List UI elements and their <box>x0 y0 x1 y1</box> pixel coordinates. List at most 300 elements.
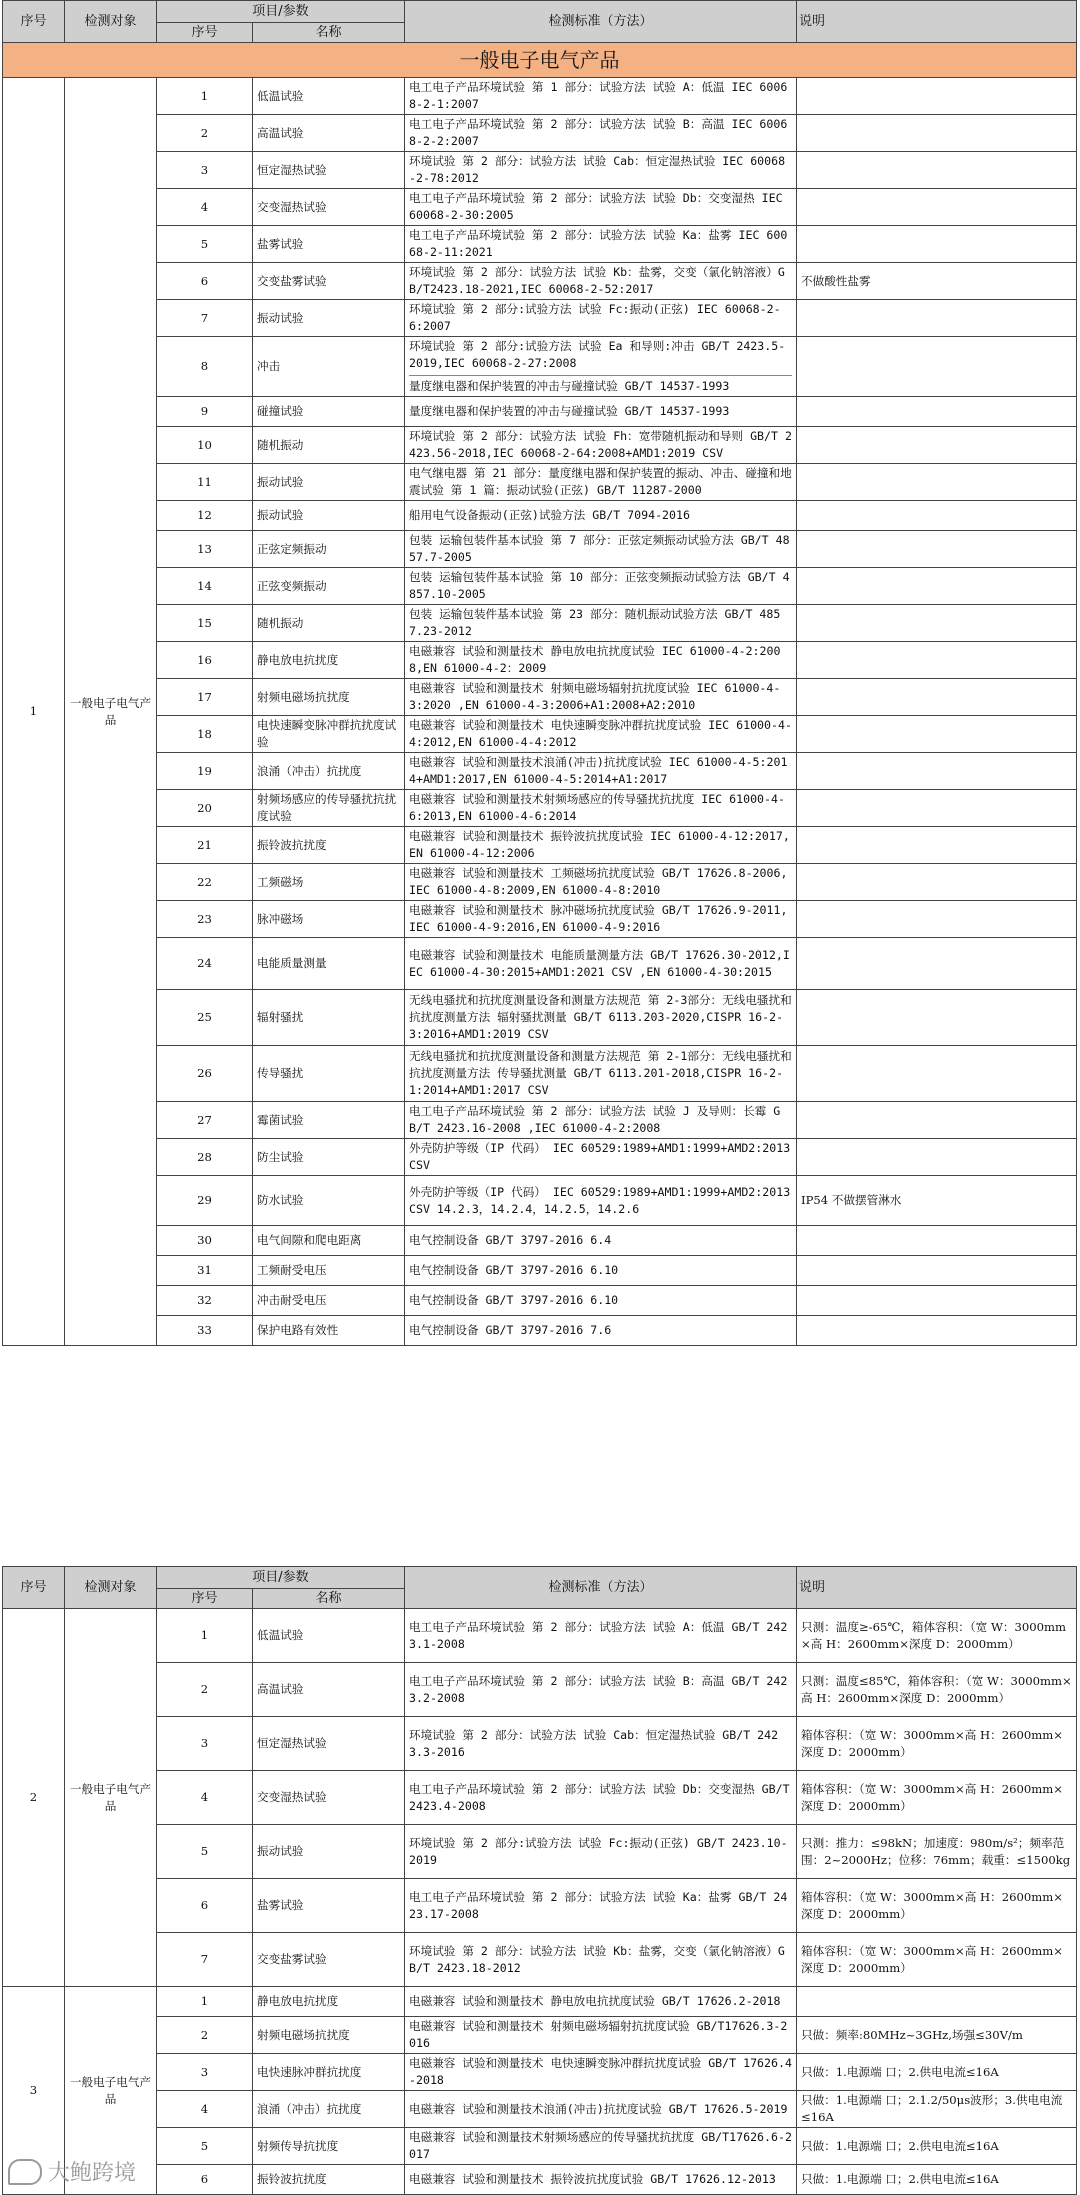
item-standard <box>405 1046 797 1102</box>
item-standard <box>405 753 797 790</box>
standard-text: 电磁兼容 试验和测量技术浪涌(冲击)抗扰度试验 IEC 61000-4-5:2014+AMD1:2017,EN 61000-4-5:2014+A1:2017 <box>409 755 788 786</box>
item-note <box>797 1102 1077 1139</box>
item-note <box>797 753 1077 790</box>
item-note <box>797 716 1077 753</box>
item-name: 盐雾试验 <box>253 226 405 263</box>
standard-text: 电工电子产品环境试验 第 2 部分：试验方法 试验 J 及导则：长霉 GB/T 2423.16-2008 ,IEC 61000-4-2:2008 <box>409 1104 781 1135</box>
item-no: 26 <box>157 1046 253 1102</box>
item-no: 16 <box>157 642 253 679</box>
item-standard <box>405 790 797 827</box>
item-no: 29 <box>157 1176 253 1226</box>
item-note: 箱体容积：（宽 W：3000mm×高 H：2600mm×深度 D：2000mm） <box>797 1717 1077 1771</box>
item-name: 低温试验 <box>253 78 405 115</box>
item-no: 2 <box>157 1663 253 1717</box>
item-note <box>797 189 1077 226</box>
item-name: 冲击耐受电压 <box>253 1286 405 1316</box>
table-row <box>3 1609 1077 1663</box>
table-row <box>3 226 1077 263</box>
item-note <box>797 1256 1077 1286</box>
item-name: 静电放电抗扰度 <box>253 1987 405 2017</box>
item-no: 32 <box>157 1286 253 1316</box>
item-no: 10 <box>157 427 253 464</box>
item-standard <box>405 642 797 679</box>
standard-text: 无线电骚扰和抗扰度测量设备和测量方法规范 第 2-1部分：无线电骚扰和抗扰度测量方法 传导骚扰测量 GB/T 6113.201-2018,CISPR 16-2-1:2014+AMD1:2017 CSV <box>409 1049 792 1097</box>
item-standard <box>405 189 797 226</box>
item-name: 防水试验 <box>253 1176 405 1226</box>
item-note <box>797 827 1077 864</box>
item-name: 高温试验 <box>253 115 405 152</box>
item-name: 随机振动 <box>253 427 405 464</box>
header-item-name: 名称 <box>253 1589 405 1609</box>
item-name: 工频磁场 <box>253 864 405 901</box>
standard-text: 环境试验 第 2 部分:试验方法 试验 Fc:振动(正弦) GB/T 2423.10-2019 <box>409 1835 788 1867</box>
item-standard <box>405 464 797 501</box>
table-row <box>3 864 1077 901</box>
item-standard <box>405 2128 797 2165</box>
item-note <box>797 864 1077 901</box>
item-no: 6 <box>157 2165 253 2195</box>
item-standard <box>405 938 797 990</box>
test-table-part-2 <box>2 1566 1077 2195</box>
item-standard <box>405 1139 797 1176</box>
table-row <box>3 531 1077 568</box>
item-note <box>797 464 1077 501</box>
standard-text: 环境试验 第 2 部分:试验方法 试验 Fc:振动(正弦) IEC 60068-2-6:2007 <box>409 302 781 333</box>
standard-text: 电磁兼容 试验和测量技术 射频电磁场辐射抗扰度试验 GB/T17626.3-2016 <box>409 2019 788 2050</box>
standard-text: 电气控制设备 GB/T 3797-2016 6.4 <box>409 1233 612 1247</box>
standard-text: 电工电子产品环境试验 第 2 部分：试验方法 试验 A：低温 GB/T 2423.1-2008 <box>409 1619 788 1651</box>
header-standard: 检测标准（方法） <box>405 1567 797 1609</box>
item-note: 只测：推力：≤98kN；加速度：980m/s²；频率范围：2~2000Hz；位移：76mm；载重：≤1500kg <box>797 1825 1077 1879</box>
watermark-text: 大鲍跨境 <box>48 2161 137 2186</box>
standard-text-secondary: 量度继电器和保护装置的冲击与碰撞试验 GB/T 14537-1993 <box>409 375 792 395</box>
item-no: 24 <box>157 938 253 990</box>
item-note <box>797 990 1077 1046</box>
item-name: 恒定湿热试验 <box>253 152 405 189</box>
item-name: 防尘试验 <box>253 1139 405 1176</box>
table-row <box>3 1717 1077 1771</box>
header-note: 说明 <box>797 1 1077 43</box>
table-row <box>3 1139 1077 1176</box>
item-note <box>797 1139 1077 1176</box>
standard-text: 电工电子产品环境试验 第 2 部分：试验方法 试验 Db：交变湿热 GB/T 2423.4-2008 <box>409 1781 790 1813</box>
header-item-seq: 序号 <box>157 1589 253 1609</box>
test-table-part-1 <box>2 0 1077 1346</box>
item-no: 9 <box>157 397 253 427</box>
item-no: 12 <box>157 501 253 531</box>
item-no: 4 <box>157 2091 253 2128</box>
item-note <box>797 300 1077 337</box>
item-standard <box>405 263 797 300</box>
table-row <box>3 938 1077 990</box>
item-note: IP54 不做摆管淋水 <box>797 1176 1077 1226</box>
item-note: 箱体容积：（宽 W：3000mm×高 H：2600mm×深度 D：2000mm） <box>797 1879 1077 1933</box>
item-standard <box>405 901 797 938</box>
item-name: 霉菌试验 <box>253 1102 405 1139</box>
item-name: 正弦变频振动 <box>253 568 405 605</box>
item-note <box>797 605 1077 642</box>
table-row <box>3 152 1077 189</box>
item-no: 3 <box>157 2054 253 2091</box>
item-no: 15 <box>157 605 253 642</box>
item-note <box>797 501 1077 531</box>
standard-text: 环境试验 第 2 部分:试验方法 试验 Ea 和导则:冲击 GB/T 2423.5-2019,IEC 60068-2-27:2008 <box>409 339 786 370</box>
item-standard <box>405 1226 797 1256</box>
item-standard <box>405 115 797 152</box>
item-note <box>797 226 1077 263</box>
item-no: 1 <box>157 78 253 115</box>
item-no: 4 <box>157 189 253 226</box>
table-row <box>3 2017 1077 2054</box>
item-name: 碰撞试验 <box>253 397 405 427</box>
item-note <box>797 531 1077 568</box>
item-standard <box>405 78 797 115</box>
table-row <box>3 1316 1077 1346</box>
item-name: 随机振动 <box>253 605 405 642</box>
standard-text: 电磁兼容 试验和测量技术 静电放电抗扰度试验 IEC 61000-4-2:2008,EN 61000-4-2：2009 <box>409 644 781 675</box>
item-name: 电快速脉冲群抗扰度 <box>253 2054 405 2091</box>
header-standard: 检测标准（方法） <box>405 1 797 43</box>
item-standard <box>405 2165 797 2195</box>
item-standard <box>405 1987 797 2017</box>
item-note <box>797 679 1077 716</box>
table-row <box>3 605 1077 642</box>
table-row <box>3 2128 1077 2165</box>
group-seq: 1 <box>3 78 65 1346</box>
item-standard <box>405 864 797 901</box>
standard-text: 电磁兼容 试验和测量技术 电快速瞬变脉冲群抗扰度试验 IEC 61000-4-4:2012,EN 61000-4-4:2012 <box>409 718 792 749</box>
standard-text: 电工电子产品环境试验 第 2 部分：试验方法 试验 B：高温 GB/T 2423.2-2008 <box>409 1673 788 1705</box>
table-row <box>3 790 1077 827</box>
standard-text: 电工电子产品环境试验 第 1 部分：试验方法 试验 A：低温 IEC 60068-2-1:2007 <box>409 80 788 111</box>
item-note <box>797 397 1077 427</box>
table-row <box>3 2054 1077 2091</box>
table-row <box>3 642 1077 679</box>
standard-text: 无线电骚扰和抗扰度测量设备和测量方法规范 第 2-3部分：无线电骚扰和抗扰度测量方法 辐射骚扰测量 GB/T 6113.203-2020,CISPR 16-2-3:2016+AMD1:2019 CSV <box>409 993 792 1041</box>
item-no: 2 <box>157 2017 253 2054</box>
chat-bubble-icon <box>8 2159 42 2185</box>
item-no: 33 <box>157 1316 253 1346</box>
standard-text: 包装 运输包装件基本试验 第 7 部分：正弦定频振动试验方法 GB/T 4857.7-2005 <box>409 533 790 564</box>
item-note: 只做：1.电源端 口；2.供电电流≤16A <box>797 2128 1077 2165</box>
table-row <box>3 2165 1077 2195</box>
item-standard <box>405 990 797 1046</box>
item-no: 6 <box>157 1879 253 1933</box>
item-standard <box>405 1717 797 1771</box>
table-row <box>3 1286 1077 1316</box>
standard-text: 包装 运输包装件基本试验 第 23 部分：随机振动试验方法 GB/T 4857.23-2012 <box>409 607 781 638</box>
standard-text: 环境试验 第 2 部分：试验方法 试验 Fh：宽带随机振动和导则 GB/T 2423.56-2018,IEC 60068-2-64:2008+AMD1:2019 CSV <box>409 429 792 460</box>
item-standard <box>405 337 797 397</box>
item-no: 7 <box>157 300 253 337</box>
table-row <box>3 427 1077 464</box>
header-item-param: 项目/参数 <box>157 1 405 23</box>
standard-text: 外壳防护等级（IP 代码） IEC 60529:1989+AMD1:1999+AMD2:2013 CSV 14.2.3，14.2.4，14.2.5，14.2.6 <box>409 1184 791 1216</box>
item-standard <box>405 679 797 716</box>
item-note <box>797 1226 1077 1256</box>
item-name: 高温试验 <box>253 1663 405 1717</box>
item-no: 25 <box>157 990 253 1046</box>
section-title: 一般电子电气产品 <box>3 43 1077 78</box>
item-note <box>797 337 1077 397</box>
item-no: 5 <box>157 226 253 263</box>
item-no: 30 <box>157 1226 253 1256</box>
item-name: 电能质量测量 <box>253 938 405 990</box>
table-row <box>3 115 1077 152</box>
item-standard <box>405 827 797 864</box>
item-no: 3 <box>157 152 253 189</box>
table-row <box>3 1226 1077 1256</box>
table-row <box>3 1256 1077 1286</box>
item-standard <box>405 226 797 263</box>
standard-text: 外壳防护等级（IP 代码） IEC 60529:1989+AMD1:1999+AMD2:2013 CSV <box>409 1141 791 1172</box>
item-standard <box>405 152 797 189</box>
item-name: 交变盐雾试验 <box>253 263 405 300</box>
item-name: 冲击 <box>253 337 405 397</box>
table-row <box>3 1987 1077 2017</box>
item-no: 5 <box>157 1825 253 1879</box>
item-note: 只做：1.电源端 口；2.1.2/50μs波形；3.供电电流≤16A <box>797 2091 1077 2128</box>
standard-text: 电工电子产品环境试验 第 2 部分：试验方法 试验 Ka：盐雾 IEC 60068-2-11:2021 <box>409 228 788 259</box>
item-name: 工频耐受电压 <box>253 1256 405 1286</box>
item-note <box>797 901 1077 938</box>
item-no: 11 <box>157 464 253 501</box>
standard-text: 电磁兼容 试验和测量技术 脉冲磁场抗扰度试验 GB/T 17626.9-2011,IEC 61000-4-9:2016,EN 61000-4-9:2016 <box>409 903 788 934</box>
item-no: 7 <box>157 1933 253 1987</box>
table-row <box>3 1176 1077 1226</box>
item-note <box>797 1316 1077 1346</box>
standard-text: 电磁兼容 试验和测量技术 静电放电抗扰度试验 GB/T 17626.2-2018 <box>409 1994 781 2008</box>
item-note <box>797 1286 1077 1316</box>
item-name: 静电放电抗扰度 <box>253 642 405 679</box>
standard-text: 电磁兼容 试验和测量技术射频场感应的传导骚扰抗扰度 IEC 61000-4-6:2013,EN 61000-4-6:2014 <box>409 792 785 823</box>
item-name: 振动试验 <box>253 501 405 531</box>
item-name: 辐射骚扰 <box>253 990 405 1046</box>
item-standard <box>405 1286 797 1316</box>
standard-text: 电磁兼容 试验和测量技术 工频磁场抗扰度试验 GB/T 17626.8-2006,IEC 61000-4-8:2009,EN 61000-4-8:2010 <box>409 866 788 897</box>
item-note <box>797 568 1077 605</box>
item-name: 保护电路有效性 <box>253 1316 405 1346</box>
item-note <box>797 790 1077 827</box>
standard-text: 环境试验 第 2 部分：试验方法 试验 Cab：恒定湿热试验 IEC 60068-2-78:2012 <box>409 154 786 185</box>
item-no: 1 <box>157 1987 253 2017</box>
table-row <box>3 78 1077 115</box>
item-no: 3 <box>157 1717 253 1771</box>
item-standard <box>405 1825 797 1879</box>
item-note <box>797 938 1077 990</box>
item-note: 不做酸性盐雾 <box>797 263 1077 300</box>
item-standard <box>405 716 797 753</box>
standard-text: 电气继电器 第 21 部分：量度继电器和保护装置的振动、冲击、碰撞和地震试验 第 1 篇：振动试验(正弦) GB/T 11287-2000 <box>409 466 792 497</box>
item-name: 浪涌（冲击）抗扰度 <box>253 2091 405 2128</box>
item-no: 19 <box>157 753 253 790</box>
item-no: 28 <box>157 1139 253 1176</box>
item-standard <box>405 1256 797 1286</box>
item-name: 浪涌（冲击）抗扰度 <box>253 753 405 790</box>
standard-text: 电气控制设备 GB/T 3797-2016 6.10 <box>409 1293 619 1307</box>
table-row <box>3 901 1077 938</box>
standard-text: 船用电气设备振动(正弦)试验方法 GB/T 7094-2016 <box>409 508 690 522</box>
item-name: 交变湿热试验 <box>253 1771 405 1825</box>
group-object: 一般电子电气产品 <box>65 1609 157 1987</box>
item-name: 盐雾试验 <box>253 1879 405 1933</box>
item-no: 27 <box>157 1102 253 1139</box>
header-item-param: 项目/参数 <box>157 1567 405 1589</box>
item-standard <box>405 1771 797 1825</box>
table-row <box>3 464 1077 501</box>
item-standard <box>405 2091 797 2128</box>
item-standard <box>405 1176 797 1226</box>
item-no: 1 <box>157 1609 253 1663</box>
item-name: 射频电磁场抗扰度 <box>253 2017 405 2054</box>
item-no: 18 <box>157 716 253 753</box>
table-row <box>3 337 1077 397</box>
item-no: 31 <box>157 1256 253 1286</box>
table-row <box>3 827 1077 864</box>
standard-text: 环境试验 第 2 部分：试验方法 试验 Kb：盐雾，交变（氯化钠溶液）GB/T2423.18-2021,IEC 60068-2-52:2017 <box>409 265 785 296</box>
header-item-name: 名称 <box>253 23 405 43</box>
standard-text: 电磁兼容 试验和测量技术 电快速瞬变脉冲群抗扰度试验 GB/T 17626.4-2018 <box>409 2056 792 2087</box>
item-note <box>797 78 1077 115</box>
standard-text: 环境试验 第 2 部分：试验方法 试验 Kb：盐雾，交变（氯化钠溶液）GB/T 2423.18-2012 <box>409 1943 785 1975</box>
standard-text: 环境试验 第 2 部分：试验方法 试验 Cab：恒定湿热试验 GB/T 2423.3-2016 <box>409 1727 779 1759</box>
item-name: 恒定湿热试验 <box>253 1717 405 1771</box>
standard-text: 包装 运输包装件基本试验 第 10 部分：正弦变频振动试验方法 GB/T 4857.10-2005 <box>409 570 790 601</box>
standard-text: 电磁兼容 试验和测量技术射频场感应的传导骚扰抗扰度 GB/T17626.6-2017 <box>409 2130 792 2161</box>
item-note <box>797 152 1077 189</box>
table-row <box>3 1663 1077 1717</box>
item-standard <box>405 427 797 464</box>
item-standard <box>405 1316 797 1346</box>
group-object: 一般电子电气产品 <box>65 1987 157 2195</box>
table-row <box>3 716 1077 753</box>
item-name: 振动试验 <box>253 1825 405 1879</box>
item-name: 电快速瞬变脉冲群抗扰度试验 <box>253 716 405 753</box>
item-no: 20 <box>157 790 253 827</box>
item-note: 只做：1.电源端 口；2.供电电流≤16A <box>797 2165 1077 2195</box>
item-name: 射频电磁场抗扰度 <box>253 679 405 716</box>
item-name: 射频传导抗扰度 <box>253 2128 405 2165</box>
item-note <box>797 1987 1077 2017</box>
item-standard <box>405 531 797 568</box>
item-no: 2 <box>157 115 253 152</box>
standard-text: 电磁兼容 试验和测量技术 电能质量测量方法 GB/T 17626.30-2012,IEC 61000-4-30:2015+AMD1:2021 CSV ,EN 61000-4-30:2015 <box>409 947 790 979</box>
item-no: 13 <box>157 531 253 568</box>
standard-text: 电气控制设备 GB/T 3797-2016 7.6 <box>409 1323 612 1337</box>
group-object: 一般电子电气产品 <box>65 78 157 1346</box>
standard-text: 电工电子产品环境试验 第 2 部分：试验方法 试验 Ka：盐雾 GB/T 2423.17-2008 <box>409 1889 788 1921</box>
standard-text: 电磁兼容 试验和测量技术浪涌(冲击)抗扰度试验 GB/T 17626.5-2019 <box>409 2101 788 2116</box>
item-no: 17 <box>157 679 253 716</box>
table-row <box>3 263 1077 300</box>
group-seq: 3 <box>3 1987 65 2195</box>
item-no: 5 <box>157 2128 253 2165</box>
table-row <box>3 1879 1077 1933</box>
table-row <box>3 1825 1077 1879</box>
item-standard <box>405 397 797 427</box>
standard-text: 电工电子产品环境试验 第 2 部分：试验方法 试验 B：高温 IEC 60068-2-2:2007 <box>409 117 788 148</box>
header-seq: 序号 <box>3 1567 65 1609</box>
item-standard <box>405 1933 797 1987</box>
group-seq: 2 <box>3 1609 65 1987</box>
table-row <box>3 189 1077 226</box>
watermark <box>8 2156 136 2187</box>
header-object: 检测对象 <box>65 1567 157 1609</box>
item-standard <box>405 2017 797 2054</box>
standard-text: 电工电子产品环境试验 第 2 部分：试验方法 试验 Db：交变湿热 IEC 60068-2-30:2005 <box>409 191 783 222</box>
item-no: 21 <box>157 827 253 864</box>
item-standard <box>405 1609 797 1663</box>
item-note: 只做：1.电源端 口；2.供电电流≤16A <box>797 2054 1077 2091</box>
item-note <box>797 1046 1077 1102</box>
standard-text: 电磁兼容 试验和测量技术 振铃波抗扰度试验 GB/T 17626.12-2013 <box>409 2172 776 2186</box>
item-no: 8 <box>157 337 253 397</box>
standard-text: 电磁兼容 试验和测量技术 射频电磁场辐射抗扰度试验 IEC 61000-4-3:2020 ,EN 61000-4-3:2006+A1:2008+A2:2010 <box>409 681 781 712</box>
item-standard <box>405 1879 797 1933</box>
table-row <box>3 1046 1077 1102</box>
item-name: 振铃波抗扰度 <box>253 827 405 864</box>
header-seq: 序号 <box>3 1 65 43</box>
header-object: 检测对象 <box>65 1 157 43</box>
item-name: 振动试验 <box>253 464 405 501</box>
table-row <box>3 990 1077 1046</box>
item-name: 交变盐雾试验 <box>253 1933 405 1987</box>
item-name: 脉冲磁场 <box>253 901 405 938</box>
standard-text: 电气控制设备 GB/T 3797-2016 6.10 <box>409 1263 619 1277</box>
table-row <box>3 753 1077 790</box>
item-standard <box>405 1663 797 1717</box>
item-name: 射频场感应的传导骚扰抗扰度试验 <box>253 790 405 827</box>
table-row <box>3 679 1077 716</box>
item-note: 箱体容积：（宽 W：3000mm×高 H：2600mm×深度 D：2000mm） <box>797 1933 1077 1987</box>
item-standard <box>405 300 797 337</box>
item-name: 传导骚扰 <box>253 1046 405 1102</box>
item-no: 4 <box>157 1771 253 1825</box>
header-note: 说明 <box>797 1567 1077 1609</box>
item-name: 正弦定频振动 <box>253 531 405 568</box>
item-no: 22 <box>157 864 253 901</box>
standard-text: 电磁兼容 试验和测量技术 振铃波抗扰度试验 IEC 61000-4-12:2017,EN 61000-4-12:2006 <box>409 829 790 860</box>
item-standard <box>405 501 797 531</box>
item-no: 6 <box>157 263 253 300</box>
header-item-seq: 序号 <box>157 23 253 43</box>
item-note: 只做：频率:80MHz~3GHz,场强≤30V/m <box>797 2017 1077 2054</box>
item-note <box>797 427 1077 464</box>
item-note: 箱体容积：（宽 W：3000mm×高 H：2600mm×深度 D：2000mm） <box>797 1771 1077 1825</box>
item-standard <box>405 1102 797 1139</box>
table-row <box>3 1102 1077 1139</box>
item-no: 14 <box>157 568 253 605</box>
table-row <box>3 2091 1077 2128</box>
item-name: 交变湿热试验 <box>253 189 405 226</box>
table-row <box>3 1771 1077 1825</box>
item-name: 电气间隙和爬电距离 <box>253 1226 405 1256</box>
item-note: 只测：温度≥-65℃，箱体容积：（宽 W：3000mm×高 H：2600mm×深度 D：2000mm） <box>797 1609 1077 1663</box>
standard-text: 量度继电器和保护装置的冲击与碰撞试验 GB/T 14537-1993 <box>409 404 730 418</box>
item-note: 只测：温度≤85℃，箱体容积：（宽 W：3000mm×高 H：2600mm×深度 D：2000mm） <box>797 1663 1077 1717</box>
table-row <box>3 1933 1077 1987</box>
item-note <box>797 115 1077 152</box>
table-row <box>3 501 1077 531</box>
table-row <box>3 300 1077 337</box>
item-note <box>797 642 1077 679</box>
item-name: 低温试验 <box>253 1609 405 1663</box>
item-no: 23 <box>157 901 253 938</box>
item-standard <box>405 605 797 642</box>
item-standard <box>405 2054 797 2091</box>
table-row <box>3 568 1077 605</box>
table-row <box>3 397 1077 427</box>
